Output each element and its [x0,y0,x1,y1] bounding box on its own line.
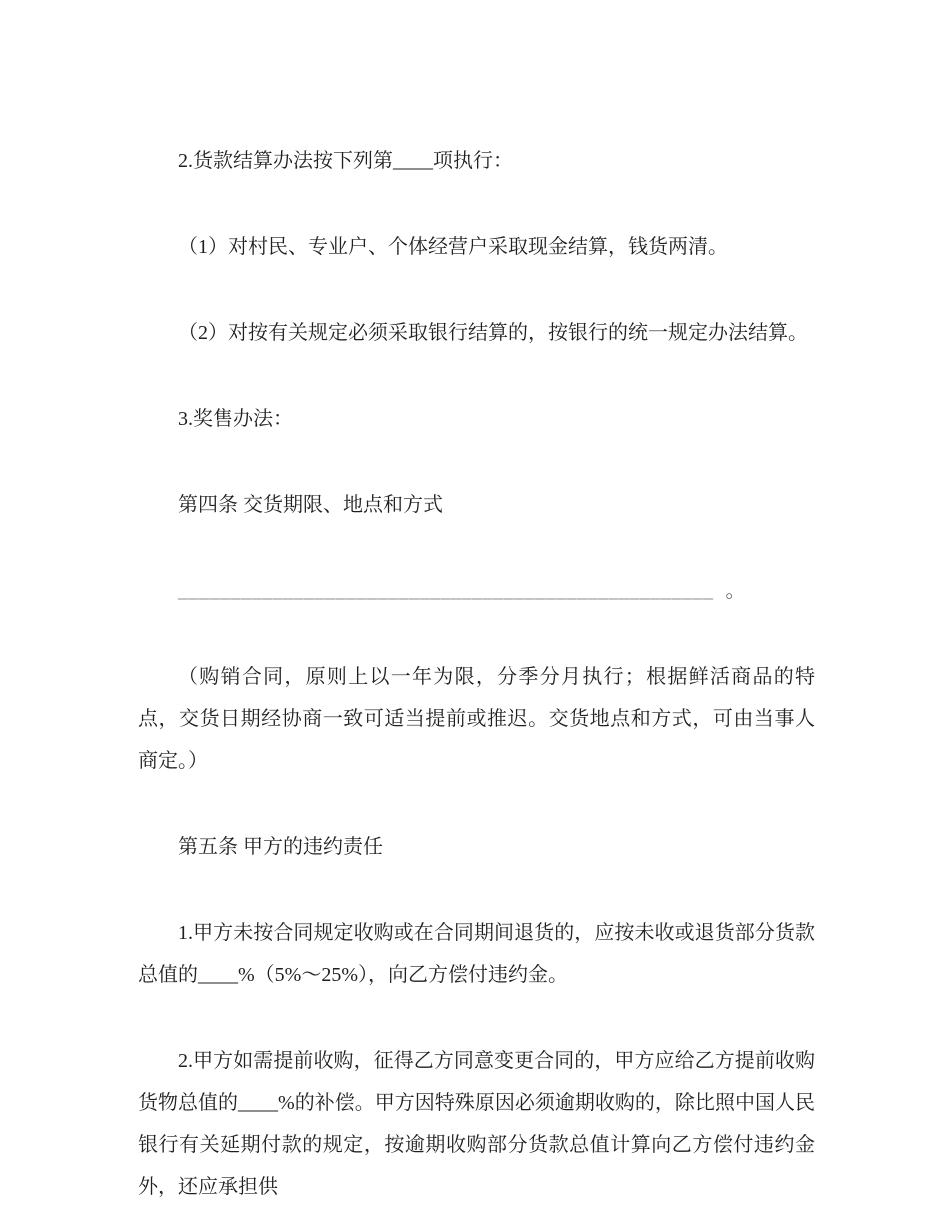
clause-breach-item-1: 1.甲方未按合同规定收购或在合同期间退货的，应按未收或退货部分货款总值的____%（5%～25%），向乙方偿付违约金。 [138,922,815,986]
heading-article-4-delivery: 第四条 交货期限、地点和方式 [178,494,443,516]
clause-settlement-item-2: （2）对按有关规定必须采取银行结算的，按银行的统一规定办法结算。 [178,322,808,344]
heading-article-5-breach: 第五条 甲方的违约责任 [178,836,383,858]
blank-fill-line [138,570,815,612]
clause-breach-item-2: 2.甲方如需提前收购，征得乙方同意变更合同的，甲方应给乙方提前收购货物总值的____%的补偿。甲方因特殊原因必须逾期收购的，除比照中国人民银行有关延期付款的规定，按逾期收购部分货款总值计算向乙方偿付违约金外，还应承担供 [138,1050,815,1198]
clause-award-method: 3.奖售办法： [178,408,293,430]
fill-in-underline: ___________________________________________________ [178,580,714,602]
clause-delivery-note: （购销合同，原则上以一年为限，分季分月执行；根据鲜活商品的特点，交货日期经协商一致可适当提前或推迟。交货地点和方式，可由当事人商定。） [138,666,815,772]
clause-settlement-method: 2.货款结算办法按下列第____项执行： [178,150,513,172]
clause-settlement-item-1: （1）对村民、专业户、个体经营户采取现金结算，钱货两清。 [178,236,728,258]
fill-line-period: 。 [725,580,746,602]
